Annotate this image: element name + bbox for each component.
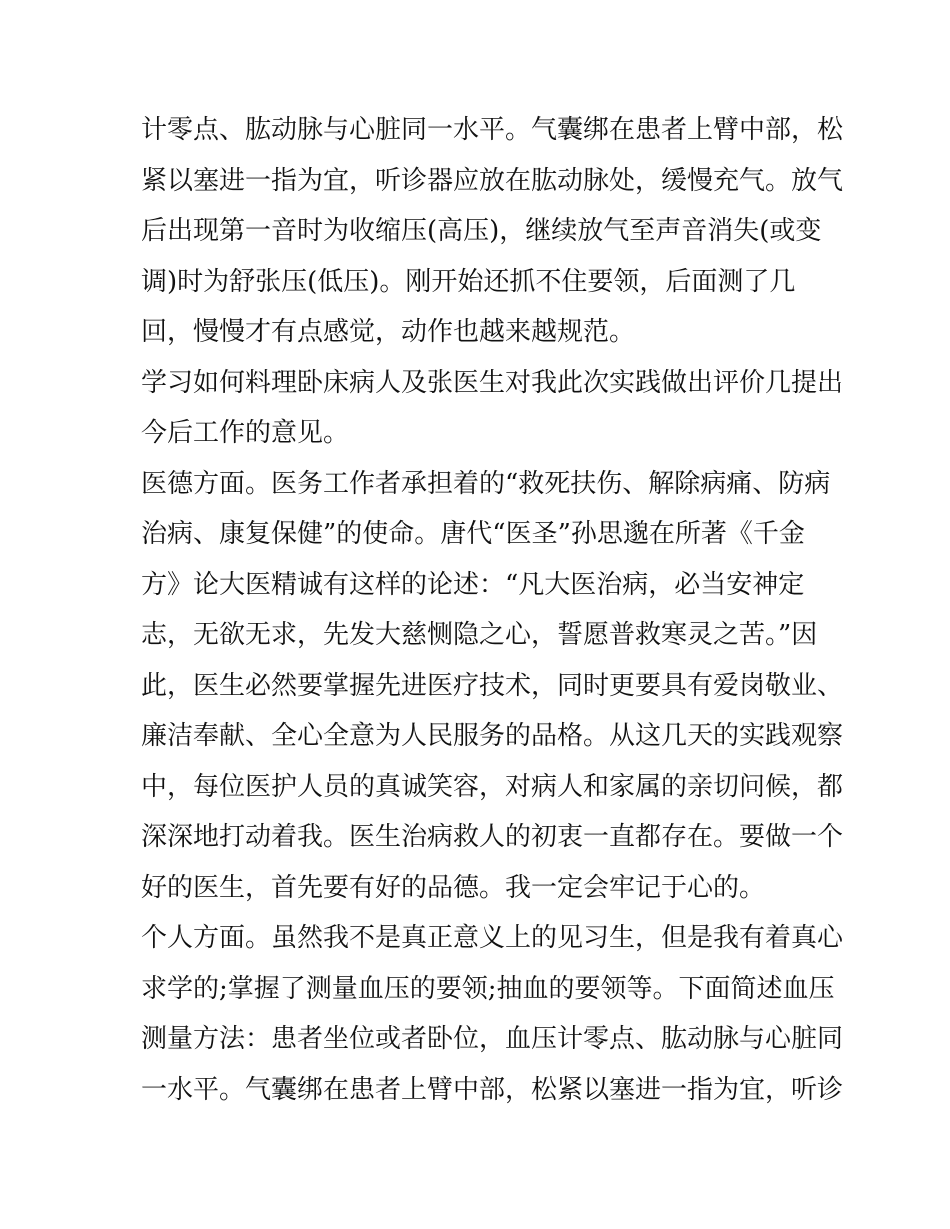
text-line: 方》论大医精诚有这样的论述：“凡大医治病，必当安神定 — [141, 570, 805, 600]
text-line: 求学的;掌握了测量血压的要领;抽血的要领等。下面简述血压 — [141, 974, 835, 1004]
text-line: 一水平。气囊绑在患者上臂中部，松紧以塞进一指为宜，听诊 — [141, 1075, 844, 1105]
text-line: 测量方法：患者坐位或者卧位，血压计零点、肱动脉与心脏同 — [141, 1024, 844, 1054]
text-line: 学习如何料理卧床病人及张医生对我此次实践做出评价几提出 — [141, 368, 844, 398]
text-line: 志，无欲无求，先发大慈恻隐之心，誓愿普救寒灵之苦。”因 — [141, 620, 818, 650]
text-line: 此，医生必然要掌握先进医疗技术，同时更要具有爱岗敬业、 — [141, 671, 844, 701]
text-line: 回，慢慢才有点感觉，动作也越来越规范。 — [141, 317, 636, 347]
text-line: 治病、康复保健”的使命。唐代“医圣”孙思邈在所著《千金 — [141, 519, 805, 549]
text-line: 深深地打动着我。医生治病救人的初衷一直都存在。要做一个 — [141, 822, 844, 852]
text-line: 中，每位医护人员的真诚笑容，对病人和家属的亲切问候，都 — [141, 772, 844, 802]
text-line: 后出现第一音时为收缩压(高压)，继续放气至声音消失(或变 — [141, 216, 822, 246]
text-line: 计零点、肱动脉与心脏同一水平。气囊绑在患者上臂中部，松 — [141, 115, 844, 145]
text-line: 今后工作的意见。 — [141, 418, 350, 448]
text-line: 调)时为舒张压(低压)。刚开始还抓不住要领，后面测了几 — [141, 267, 796, 297]
text-line: 好的医生，首先要有好的品德。我一定会牢记于心的。 — [141, 873, 766, 903]
text-line: 个人方面。虽然我不是真正意义上的见习生，但是我有着真心 — [141, 923, 844, 953]
text-line: 廉洁奉献、全心全意为人民服务的品格。从这几天的实践观察 — [141, 721, 844, 751]
text-line: 紧以塞进一指为宜，听诊器应放在肱动脉处，缓慢充气。放气 — [141, 166, 844, 196]
text-line: 医德方面。医务工作者承担着的“救死扶伤、解除病痛、防病 — [141, 469, 831, 499]
